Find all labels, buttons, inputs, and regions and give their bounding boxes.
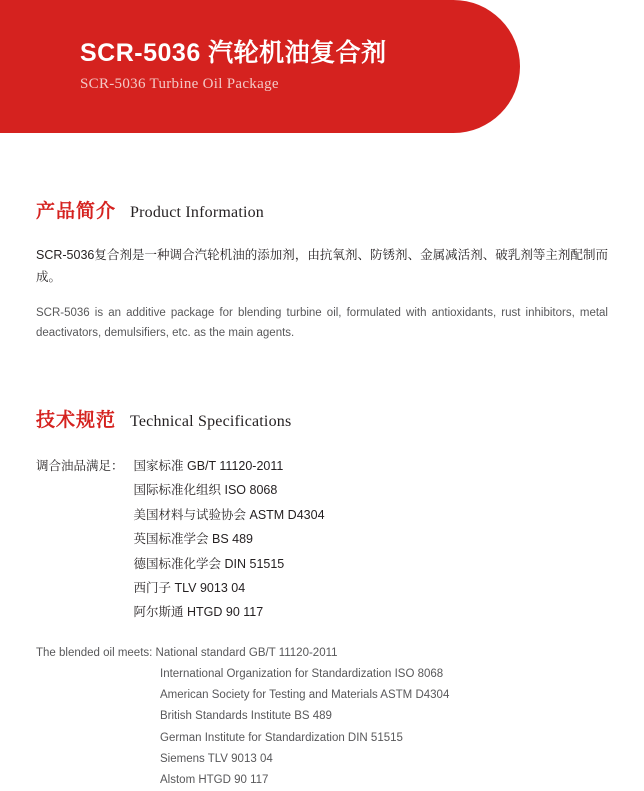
list-item: 美国材料与试验协会 ASTM D4304 [133, 507, 325, 522]
specifications-list-cn [134, 454, 325, 625]
section-technical-specifications [0, 405, 644, 791]
document-content [0, 133, 644, 791]
specifications-list-en [36, 664, 608, 791]
section-heading-en: Technical Specifications [130, 413, 292, 430]
page-title-cn: SCR-5036 汽轮机油复合剂 [80, 39, 387, 67]
section-heading-product-information [36, 196, 608, 223]
page-title-en: SCR-5036 Turbine Oil Package [80, 76, 279, 92]
product-information-body-cn: SCR-5036复合剂是一种调合汽轮机油的添加剂，由抗氧剂、防锈剂、金属减活剂、破乳剂等主剂配制而成。 [36, 248, 608, 284]
header-text-block [80, 38, 520, 93]
section-heading-en: Product Information [130, 204, 265, 221]
list-item: British Standards Institute BS 489 [160, 710, 332, 723]
list-item: 西门子 TLV 9013 04 [133, 580, 246, 595]
section-product-information [0, 196, 644, 343]
list-item: American Society for Testing and Materials ASTM D4304 [160, 689, 450, 702]
list-item: 阿尔斯通 HTGD 90 117 [133, 605, 264, 620]
list-item: 国家标准 GB/T 11120-2011 [133, 459, 284, 473]
specifications-intro-cn: 调合油品满足： [36, 459, 124, 473]
specifications-cn [36, 454, 608, 625]
list-item: International Organization for Standardization ISO 8068 [160, 667, 444, 680]
list-item: 德国标准化学会 DIN 51515 [133, 556, 285, 571]
specifications-intro-en: The blended oil meets: National standard GB/T 11120-2011 [36, 646, 338, 659]
list-item: German Institute for Standardization DIN 51515 [160, 731, 403, 744]
section-heading-cn: 技术规范 [36, 410, 117, 431]
list-item: 英国标准学会 BS 489 [133, 532, 253, 547]
list-item: Alstom HTGD 90 117 [160, 774, 269, 787]
product-information-body-en: SCR-5036 is an additive package for blending turbine oil, formulated with antioxidants, rust inhibitors, metal deactivators, demulsifiers, etc. as the main agents. [36, 306, 608, 339]
specifications-en [36, 643, 608, 791]
list-item: 国际标准化组织 ISO 8068 [133, 483, 278, 498]
list-item: Siemens TLV 9013 04 [160, 752, 273, 765]
section-heading-cn: 产品简介 [36, 201, 117, 222]
section-heading-technical-specifications [36, 405, 608, 432]
